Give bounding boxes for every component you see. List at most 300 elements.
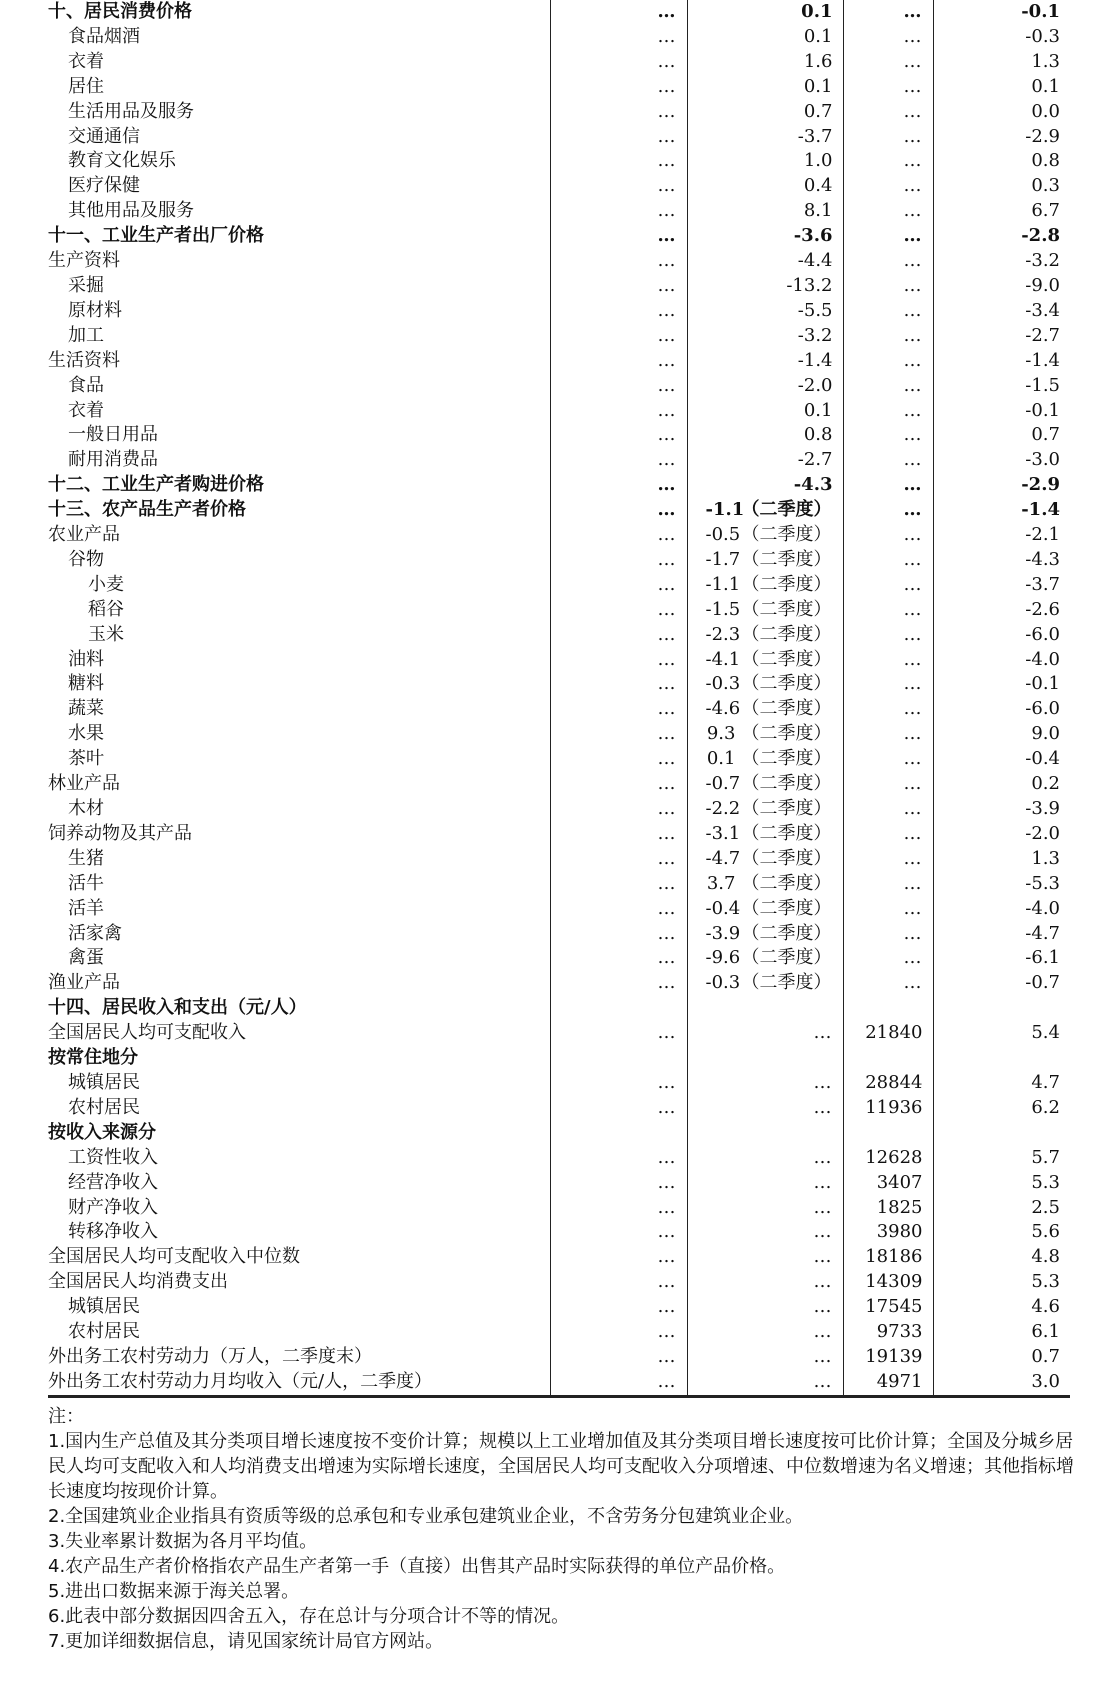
col-b-cell — [687, 523, 843, 548]
col-a-cell: … — [550, 971, 687, 996]
row-label: 稻谷 — [48, 598, 550, 623]
quarter-suffix: （二季度） — [741, 673, 832, 695]
col-a-cell: … — [550, 1370, 687, 1396]
row-label: 茶叶 — [48, 747, 550, 772]
quarter-value: -2.3 — [705, 623, 741, 645]
table-row — [48, 971, 1070, 996]
col-a-cell: … — [550, 672, 687, 697]
quarter-suffix: （二季度） — [741, 822, 832, 844]
col-c-cell: 21840 — [843, 1021, 933, 1046]
col-a-cell: … — [550, 423, 687, 448]
col-c-cell: … — [843, 149, 933, 174]
col-a-cell: … — [550, 473, 687, 498]
col-c-cell: … — [843, 0, 933, 25]
row-label: 小麦 — [48, 573, 550, 598]
notes-section — [48, 1404, 1078, 1654]
note-item-1: 1.国内生产总值及其分类项目增长速度按不变价计算；规模以上工业增加值及其分类项目增长速度按可比价计算；全国及分城乡居民人均可支配收入和人均消费支出增速为实际增长速度，全国居民人均可支配收入分项增速、中位数增速为名义增速；其他指标增长速度均按现价计算。 — [48, 1431, 1074, 1502]
col-c-cell: … — [843, 897, 933, 922]
col-d-cell: 9.0 — [1031, 723, 1060, 745]
col-c-cell: … — [843, 697, 933, 722]
col-a-cell: … — [550, 399, 687, 424]
col-b-cell: -3.2 — [687, 324, 843, 349]
quarter-suffix: （二季度） — [741, 623, 832, 645]
quarter-suffix: （二季度） — [741, 947, 832, 969]
col-a-cell: … — [550, 299, 687, 324]
col-b-cell — [687, 1046, 843, 1071]
row-label: 采掘 — [48, 274, 550, 299]
col-b-cell — [687, 598, 843, 623]
col-d-cell: -9.0 — [1025, 274, 1060, 296]
row-label: 一般日用品 — [48, 423, 550, 448]
col-d-cell: 5.7 — [1031, 1146, 1060, 1168]
table-row — [48, 349, 1070, 374]
row-label: 饲养动物及其产品 — [48, 822, 550, 847]
col-a-cell: … — [550, 1295, 687, 1320]
col-d-cell: -0.7 — [1025, 972, 1060, 994]
row-label: 油料 — [48, 648, 550, 673]
row-label: 经营净收入 — [48, 1171, 550, 1196]
col-a-cell: … — [550, 747, 687, 772]
col-d-cell — [933, 1121, 1070, 1146]
col-b-cell — [687, 847, 843, 872]
col-b-cell: 1.0 — [687, 149, 843, 174]
col-a-cell: … — [550, 648, 687, 673]
col-b-cell: … — [687, 1320, 843, 1345]
col-d-cell: -4.3 — [1025, 548, 1060, 570]
col-c-cell: 17545 — [843, 1295, 933, 1320]
table-row — [48, 847, 1070, 872]
row-label: 食品 — [48, 374, 550, 399]
col-a-cell — [550, 1121, 687, 1146]
col-b-cell: … — [687, 1295, 843, 1320]
quarter-suffix: （二季度） — [741, 897, 832, 919]
col-d-cell: -0.1 — [1025, 673, 1060, 695]
col-b-cell: -13.2 — [687, 274, 843, 299]
note-item-6: 6.此表中部分数据因四舍五入，存在总计与分项合计不等的情况。 — [48, 1606, 570, 1627]
row-label: 其他用品及服务 — [48, 199, 550, 224]
quarter-suffix: （二季度） — [741, 548, 832, 570]
row-label: 教育文化娱乐 — [48, 149, 550, 174]
row-label: 转移净收入 — [48, 1220, 550, 1245]
col-b-cell: … — [687, 1270, 843, 1295]
col-b-cell: -3.6 — [687, 224, 843, 249]
col-a-cell: … — [550, 946, 687, 971]
row-label: 十一、工业生产者出厂价格 — [48, 224, 550, 249]
table-row — [48, 1196, 1070, 1221]
row-label: 玉米 — [48, 623, 550, 648]
quarter-value: -4.1 — [705, 648, 741, 670]
row-label: 生活资料 — [48, 349, 550, 374]
row-label: 生产资料 — [48, 249, 550, 274]
row-label: 生活用品及服务 — [48, 100, 550, 125]
table-row — [48, 374, 1070, 399]
table-row — [48, 50, 1070, 75]
row-label: 木材 — [48, 797, 550, 822]
table-row — [48, 598, 1070, 623]
col-d-cell: -5.3 — [1025, 872, 1060, 894]
row-label: 农村居民 — [48, 1096, 550, 1121]
col-a-cell: … — [550, 75, 687, 100]
col-d-cell: 0.1 — [1031, 75, 1060, 97]
col-d-cell: -6.1 — [1025, 947, 1060, 969]
col-b-cell: 0.1 — [687, 75, 843, 100]
col-c-cell: 28844 — [843, 1071, 933, 1096]
col-a-cell: … — [550, 772, 687, 797]
quarter-suffix: （二季度） — [741, 723, 832, 745]
quarter-suffix: （二季度） — [741, 598, 832, 620]
table-row — [48, 697, 1070, 722]
table-row — [48, 1320, 1070, 1345]
row-label: 农业产品 — [48, 523, 550, 548]
table-row — [48, 1171, 1070, 1196]
col-b-cell — [687, 672, 843, 697]
col-b-cell — [687, 922, 843, 947]
col-b-cell: 0.7 — [687, 100, 843, 125]
col-b-cell: … — [687, 1345, 843, 1370]
col-d-cell: 6.1 — [1031, 1321, 1060, 1343]
table-row — [48, 0, 1070, 25]
col-a-cell: … — [550, 822, 687, 847]
table-row — [48, 174, 1070, 199]
row-label: 医疗保健 — [48, 174, 550, 199]
col-c-cell: … — [843, 374, 933, 399]
col-a-cell: … — [550, 523, 687, 548]
col-a-cell: … — [550, 0, 687, 25]
row-label: 全国居民人均消费支出 — [48, 1270, 550, 1295]
col-b-cell — [687, 772, 843, 797]
col-b-cell — [687, 996, 843, 1021]
col-c-cell: … — [843, 274, 933, 299]
row-label: 十二、工业生产者购进价格 — [48, 473, 550, 498]
quarter-value: -2.2 — [705, 798, 741, 819]
col-c-cell: … — [843, 75, 933, 100]
col-b-cell — [687, 548, 843, 573]
col-b-cell: … — [687, 1146, 843, 1171]
col-b-cell: … — [687, 1171, 843, 1196]
quarter-suffix: （二季度） — [741, 573, 832, 595]
table-row — [48, 199, 1070, 224]
col-d-cell: -2.9 — [1021, 474, 1060, 496]
col-b-cell — [687, 498, 843, 523]
col-c-cell: … — [843, 299, 933, 324]
col-d-cell: 0.3 — [1031, 175, 1060, 197]
col-c-cell: 1825 — [843, 1196, 933, 1221]
row-label: 城镇居民 — [48, 1295, 550, 1320]
quarter-suffix: （二季度） — [741, 847, 832, 869]
col-c-cell: … — [843, 847, 933, 872]
col-d-cell: 5.4 — [1031, 1022, 1060, 1044]
col-d-cell: -2.1 — [1025, 524, 1060, 546]
table-row — [48, 423, 1070, 448]
col-a-cell: … — [550, 1270, 687, 1295]
col-d-cell: -1.4 — [1025, 349, 1060, 371]
col-d-cell: -2.7 — [1025, 324, 1060, 346]
col-c-cell: … — [843, 523, 933, 548]
col-b-cell: -4.3 — [687, 473, 843, 498]
col-b-cell — [687, 648, 843, 673]
row-label: 财产净收入 — [48, 1196, 550, 1221]
col-d-cell: 6.7 — [1031, 200, 1060, 222]
quarter-value: 0.1 — [706, 748, 736, 770]
col-d-cell: 0.8 — [1031, 150, 1060, 172]
col-d-cell: -0.3 — [1025, 25, 1060, 47]
col-c-cell: … — [843, 224, 933, 249]
row-label: 食品烟酒 — [48, 25, 550, 50]
row-label: 十三、农产品生产者价格 — [48, 498, 550, 523]
table-row — [48, 473, 1070, 498]
col-b-cell: … — [687, 1245, 843, 1270]
quarter-value: -1.1 — [705, 499, 745, 521]
table-row — [48, 324, 1070, 349]
col-d-cell: 4.8 — [1031, 1246, 1060, 1268]
col-d-cell: -0.1 — [1021, 1, 1060, 22]
col-b-cell: 8.1 — [687, 199, 843, 224]
col-b-cell: … — [687, 1021, 843, 1046]
col-a-cell: … — [550, 374, 687, 399]
col-b-cell — [687, 623, 843, 648]
col-a-cell: … — [550, 25, 687, 50]
quarter-suffix: （二季度） — [741, 972, 832, 994]
col-a-cell: … — [550, 548, 687, 573]
table-row — [48, 573, 1070, 598]
col-d-cell — [933, 1046, 1070, 1071]
col-b-cell: … — [687, 1096, 843, 1121]
row-label: 糖料 — [48, 672, 550, 697]
quarter-value: -0.7 — [705, 773, 741, 795]
col-b-cell: 0.4 — [687, 174, 843, 199]
col-a-cell: … — [550, 50, 687, 75]
col-c-cell: 19139 — [843, 1345, 933, 1370]
quarter-suffix: （二季度） — [741, 798, 832, 819]
col-c-cell: 12628 — [843, 1146, 933, 1171]
col-c-cell: … — [843, 25, 933, 50]
col-d-cell: -2.0 — [1025, 822, 1060, 844]
col-d-cell: 0.0 — [1031, 100, 1060, 122]
col-c-cell: … — [843, 423, 933, 448]
row-label: 衣着 — [48, 50, 550, 75]
table-row — [48, 946, 1070, 971]
quarter-suffix: （二季度） — [741, 872, 832, 894]
row-label: 按常住地分 — [48, 1046, 550, 1071]
col-a-cell: … — [550, 697, 687, 722]
col-c-cell: 4971 — [843, 1370, 933, 1396]
col-a-cell: … — [550, 100, 687, 125]
col-b-cell: 0.1 — [687, 399, 843, 424]
row-label: 加工 — [48, 324, 550, 349]
col-c-cell: … — [843, 249, 933, 274]
col-c-cell: 18186 — [843, 1245, 933, 1270]
table-row — [48, 1121, 1070, 1146]
table-row — [48, 523, 1070, 548]
quarter-suffix: （二季度） — [741, 922, 832, 944]
table-row — [48, 722, 1070, 747]
table-row — [48, 25, 1070, 50]
row-label: 水果 — [48, 722, 550, 747]
col-a-cell: … — [550, 922, 687, 947]
row-label: 全国居民人均可支配收入 — [48, 1021, 550, 1046]
col-a-cell: … — [550, 174, 687, 199]
table-row — [48, 1295, 1070, 1320]
col-c-cell: … — [843, 797, 933, 822]
note-item-5: 5.进出口数据来源于海关总署。 — [48, 1581, 300, 1602]
row-label: 活牛 — [48, 872, 550, 897]
col-c-cell: 11936 — [843, 1096, 933, 1121]
col-c-cell — [843, 1121, 933, 1146]
col-a-cell: … — [550, 498, 687, 523]
row-label: 交通通信 — [48, 125, 550, 150]
col-c-cell: … — [843, 772, 933, 797]
col-b-cell: 0.1 — [687, 0, 843, 25]
col-d-cell: 5.3 — [1031, 1171, 1060, 1193]
table-row — [48, 922, 1070, 947]
col-a-cell — [550, 1046, 687, 1071]
table-row — [48, 1270, 1070, 1295]
col-d-cell: -3.4 — [1025, 299, 1060, 321]
col-b-cell — [687, 897, 843, 922]
row-label: 禽蛋 — [48, 946, 550, 971]
col-c-cell: … — [843, 822, 933, 847]
quarter-value: -0.3 — [705, 972, 741, 994]
row-label: 衣着 — [48, 399, 550, 424]
quarter-value: -3.9 — [705, 922, 741, 944]
quarter-value: -0.4 — [705, 897, 741, 919]
table-row — [48, 1071, 1070, 1096]
table-row — [48, 548, 1070, 573]
notes-heading: 注： — [48, 1406, 84, 1427]
col-c-cell: … — [843, 349, 933, 374]
table-row — [48, 648, 1070, 673]
quarter-value: 9.3 — [706, 723, 736, 745]
col-b-cell: -2.7 — [687, 448, 843, 473]
col-a-cell: … — [550, 448, 687, 473]
table-row — [48, 498, 1070, 523]
col-a-cell: … — [550, 274, 687, 299]
col-a-cell: … — [550, 797, 687, 822]
row-label: 耐用消费品 — [48, 448, 550, 473]
col-a-cell: … — [550, 324, 687, 349]
col-c-cell: … — [843, 971, 933, 996]
col-d-cell: -4.7 — [1025, 922, 1060, 944]
col-d-cell: 5.6 — [1031, 1221, 1060, 1243]
table-row — [48, 125, 1070, 150]
col-b-cell: … — [687, 1370, 843, 1396]
note-item-3: 3.失业率累计数据为各月平均值。 — [48, 1531, 318, 1552]
statistics-table-container — [48, 0, 1070, 1398]
row-label: 十四、居民收入和支出（元/人） — [48, 996, 550, 1021]
row-label: 林业产品 — [48, 772, 550, 797]
col-a-cell: … — [550, 1196, 687, 1221]
quarter-suffix: （二季度） — [741, 773, 832, 795]
row-label: 蔬菜 — [48, 697, 550, 722]
col-d-cell: -0.1 — [1025, 399, 1060, 421]
col-d-cell: 3.0 — [933, 1370, 1070, 1396]
col-a-cell: … — [550, 623, 687, 648]
col-b-cell — [687, 697, 843, 722]
col-c-cell: … — [843, 598, 933, 623]
row-label: 十、居民消费价格 — [48, 0, 550, 25]
col-b-cell: -2.0 — [687, 374, 843, 399]
col-b-cell: … — [687, 1071, 843, 1096]
col-b-cell — [687, 971, 843, 996]
col-a-cell: … — [550, 1021, 687, 1046]
col-b-cell: -4.4 — [687, 249, 843, 274]
col-b-cell — [687, 822, 843, 847]
col-b-cell: -5.5 — [687, 299, 843, 324]
note-item-2: 2.全国建筑业企业指具有资质等级的总承包和专业承包建筑业企业，不含劳务分包建筑业企业。 — [48, 1506, 804, 1527]
col-d-cell: 4.7 — [1031, 1071, 1060, 1093]
col-c-cell: … — [843, 498, 933, 523]
col-c-cell: 3407 — [843, 1171, 933, 1196]
col-c-cell: … — [843, 747, 933, 772]
col-b-cell — [687, 722, 843, 747]
col-a-cell: … — [550, 847, 687, 872]
col-d-cell: 1.3 — [1031, 50, 1060, 72]
col-b-cell: 0.8 — [687, 423, 843, 448]
col-c-cell: 14309 — [843, 1270, 933, 1295]
col-a-cell: … — [550, 872, 687, 897]
row-label: 活羊 — [48, 897, 550, 922]
table-row — [48, 672, 1070, 697]
col-b-cell — [687, 946, 843, 971]
col-d-cell: 4.6 — [1031, 1296, 1060, 1318]
col-a-cell: … — [550, 722, 687, 747]
table-row — [48, 623, 1070, 648]
table-row — [48, 299, 1070, 324]
table-row — [48, 822, 1070, 847]
col-d-cell: -2.9 — [1025, 125, 1060, 147]
col-a-cell: … — [550, 573, 687, 598]
col-b-cell: … — [687, 1220, 843, 1245]
col-a-cell: … — [550, 125, 687, 150]
table-row — [48, 149, 1070, 174]
quarter-value: -4.7 — [705, 847, 741, 869]
col-d-cell: 5.3 — [1031, 1271, 1060, 1293]
row-label: 外出务工农村劳动力（万人，二季度末） — [48, 1345, 550, 1370]
table-row — [48, 75, 1070, 100]
quarter-value: -3.1 — [705, 822, 741, 844]
col-d-cell: -6.0 — [1025, 623, 1060, 645]
row-label: 工资性收入 — [48, 1146, 550, 1171]
col-d-cell: -1.5 — [1025, 374, 1060, 396]
col-a-cell: … — [550, 1320, 687, 1345]
col-c-cell: … — [843, 125, 933, 150]
col-c-cell: … — [843, 872, 933, 897]
col-c-cell — [843, 996, 933, 1021]
table-row — [48, 797, 1070, 822]
col-a-cell: … — [550, 224, 687, 249]
col-d-cell: -4.0 — [1025, 897, 1060, 919]
col-c-cell: … — [843, 573, 933, 598]
table-row — [48, 1146, 1070, 1171]
col-b-cell: -3.7 — [687, 125, 843, 150]
quarter-value: -1.5 — [705, 598, 741, 620]
table-row — [48, 224, 1070, 249]
quarter-suffix: （二季度） — [741, 748, 832, 770]
table-row — [48, 897, 1070, 922]
col-d-cell — [933, 996, 1070, 1021]
col-c-cell: 9733 — [843, 1320, 933, 1345]
col-b-cell — [687, 747, 843, 772]
note-item-7: 7.更加详细数据信息，请见国家统计局官方网站。 — [48, 1631, 444, 1652]
quarter-value: 3.7 — [706, 872, 736, 894]
col-a-cell: … — [550, 1146, 687, 1171]
quarter-suffix: （二季度） — [741, 648, 832, 670]
quarter-suffix: （二季度） — [741, 698, 832, 720]
row-label: 生猪 — [48, 847, 550, 872]
quarter-value: -1.1 — [705, 573, 741, 595]
table-row — [48, 249, 1070, 274]
col-d-cell: -2.8 — [1021, 225, 1060, 247]
